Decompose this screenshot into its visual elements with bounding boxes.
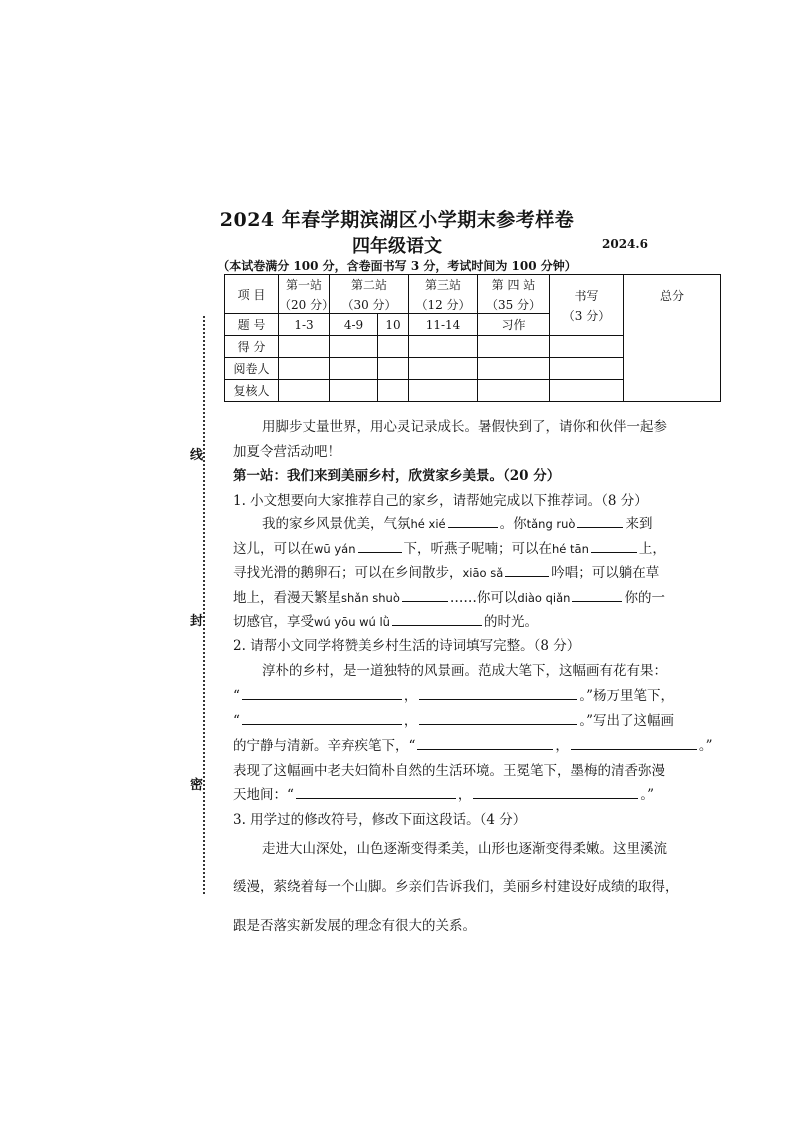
q1-line-1: 我的家乡风景优美，气氛hé xié 。你tǎng ruò 来到 xyxy=(262,516,653,532)
poem-blank[interactable] xyxy=(417,748,553,750)
margin-char-line: 线 xyxy=(190,448,204,463)
header-station-3 xyxy=(409,275,478,314)
q3-passage-line-1: 走进大山深处，山色逐渐变得柔美，山形也逐渐变得柔嫩。这里溪流 xyxy=(262,841,667,857)
answer-blank[interactable] xyxy=(392,624,482,626)
writing-name: 书写 xyxy=(574,288,599,303)
question-number: 4-9 xyxy=(330,314,378,336)
poem-blank[interactable] xyxy=(419,698,577,700)
header-writing xyxy=(550,275,624,336)
reviewer-cell[interactable] xyxy=(330,380,378,402)
station-2-points: （30 分） xyxy=(341,297,397,312)
poem-blank[interactable] xyxy=(242,723,402,725)
poem-blank[interactable] xyxy=(419,723,577,725)
answer-blank[interactable] xyxy=(358,551,402,553)
station-1-points: （20 分） xyxy=(279,297,335,312)
pinyin-wuyouwulv: wú yōu wú lǜ xyxy=(314,615,390,629)
margin-char-secret: 密 xyxy=(190,778,204,793)
answer-blank[interactable] xyxy=(402,600,448,602)
grader-cell[interactable] xyxy=(409,358,478,380)
score-table xyxy=(224,274,721,402)
reviewer-cell[interactable] xyxy=(409,380,478,402)
q1-line-5: 切感官，享受wú yōu wú lǜ 的时光。 xyxy=(233,614,538,630)
score-cell[interactable] xyxy=(550,336,624,358)
station-4-points: （35 分） xyxy=(485,297,542,312)
header-item: 项 目 xyxy=(225,275,279,314)
q2-line-2: “ ， 。”杨万里笔下， xyxy=(233,688,675,704)
intro-line-2: 加夏令营活动吧！ xyxy=(233,444,341,460)
q2-line-3: “ ， 。”写出了这幅画 xyxy=(233,713,675,729)
score-cell[interactable] xyxy=(330,336,378,358)
q3-passage-line-3: 跟是否落实新发展的理念有很大的关系。 xyxy=(233,918,476,934)
exam-date: 2024.6 xyxy=(602,237,648,251)
q1-line-3: 寻找光滑的鹅卵石；可以在乡间散步，xiāo sǎ 吟唱；可以躺在草 xyxy=(233,565,660,581)
header-total: 总分 xyxy=(624,275,721,402)
station-2-name: 第二站 xyxy=(350,277,387,292)
q2-line-1: 淳朴的乡村，是一道独特的风景画。范成大笔下，这幅画有花有果： xyxy=(262,663,667,679)
grader-cell[interactable] xyxy=(330,358,378,380)
reviewer-cell[interactable] xyxy=(478,380,550,402)
station-1-heading: 第一站：我们来到美丽乡村，欣赏家乡美景。（20 分） xyxy=(233,468,561,484)
exam-subtitle: 四年级语文 xyxy=(352,236,442,257)
q2-prompt: 2. 请帮小文同学将赞美乡村生活的诗词填写完整。（8 分） xyxy=(233,638,581,654)
header-station-4 xyxy=(478,275,550,314)
q1-line-2: 这儿，可以在wū yán 下，听燕子呢喃；可以在hé tān 上， xyxy=(233,541,666,557)
answer-blank[interactable] xyxy=(505,575,549,577)
grader-cell[interactable] xyxy=(550,358,624,380)
margin-char-seal: 封 xyxy=(190,614,204,629)
poem-blank[interactable] xyxy=(571,748,697,750)
poem-blank[interactable] xyxy=(242,698,402,700)
station-1-name: 第一站 xyxy=(285,277,322,292)
q3-prompt: 3. 用学过的修改符号，修改下面这段话。（4 分） xyxy=(233,812,527,828)
q1-line-4: 地上，看漫天繁星shǎn shuò ……你可以diào qiǎn 你的一 xyxy=(233,590,665,606)
q1-prompt: 1. 小文想要向大家推荐自己的家乡，请帮她完成以下推荐词。（8 分） xyxy=(233,493,648,509)
pinyin-wuyan: wū yán xyxy=(314,542,356,556)
question-number: 11-14 xyxy=(409,314,478,336)
pinyin-hetan: hé tān xyxy=(552,542,589,556)
question-number: 10 xyxy=(378,314,409,336)
grader-cell[interactable] xyxy=(378,358,409,380)
reviewer-cell[interactable] xyxy=(279,380,330,402)
poem-blank[interactable] xyxy=(296,797,456,799)
pinyin-xiaosa: xiāo sǎ xyxy=(462,566,504,580)
grader-cell[interactable] xyxy=(279,358,330,380)
grader-cell[interactable] xyxy=(478,358,550,380)
pinyin-shanshuo: shǎn shuò xyxy=(341,591,400,605)
q2-line-6: 天地间：“ ， 。” xyxy=(233,787,655,803)
station-3-points: （12 分） xyxy=(415,297,471,312)
reviewer-cell[interactable] xyxy=(550,380,624,402)
intro-line-1: 用脚步丈量世界，用心灵记录成长。暑假快到了，请你和伙伴一起参 xyxy=(262,419,667,435)
answer-blank[interactable] xyxy=(577,526,623,528)
row-label-score: 得 分 xyxy=(225,336,279,358)
question-number: 1-3 xyxy=(279,314,330,336)
score-cell[interactable] xyxy=(279,336,330,358)
q3-passage-line-2: 缓漫，萦绕着每一个山脚。乡亲们告诉我们，美丽乡村建设好成绩的取得， xyxy=(233,879,679,895)
binding-margin-line xyxy=(203,316,205,894)
station-4-name: 第 四 站 xyxy=(491,277,536,292)
question-number: 习作 xyxy=(478,314,550,336)
row-label-questions: 题 号 xyxy=(225,314,279,336)
reviewer-cell[interactable] xyxy=(378,380,409,402)
header-station-2 xyxy=(330,275,409,314)
pinyin-hexie: hé xié xyxy=(410,517,446,531)
pinyin-diaoqian: diào qiǎn xyxy=(517,591,571,605)
exam-title: 2024 年春学期滨湖区小学期末参考样卷 xyxy=(219,209,575,231)
writing-points: （3 分） xyxy=(562,308,611,323)
q2-line-4: 的宁静与清新。辛弃疾笔下，“ ， 。” xyxy=(233,738,713,754)
row-label-reviewer: 复核人 xyxy=(225,380,279,402)
score-cell[interactable] xyxy=(378,336,409,358)
score-cell[interactable] xyxy=(409,336,478,358)
exam-note: （本试卷满分 100 分，含卷面书写 3 分，考试时间为 100 分钟） xyxy=(217,259,577,273)
q2-line-5: 表现了这幅画中老夫妇简朴自然的生活环境。王冕笔下，墨梅的清香弥漫 xyxy=(233,763,665,779)
answer-blank[interactable] xyxy=(572,600,622,602)
header-station-1 xyxy=(279,275,335,314)
answer-blank[interactable] xyxy=(448,526,498,528)
pinyin-tangruo: tǎng ruò xyxy=(526,517,576,531)
poem-blank[interactable] xyxy=(473,797,638,799)
row-label-grader: 阅卷人 xyxy=(225,358,279,380)
score-cell[interactable] xyxy=(478,336,550,358)
station-3-name: 第三站 xyxy=(424,277,461,292)
answer-blank[interactable] xyxy=(591,551,637,553)
